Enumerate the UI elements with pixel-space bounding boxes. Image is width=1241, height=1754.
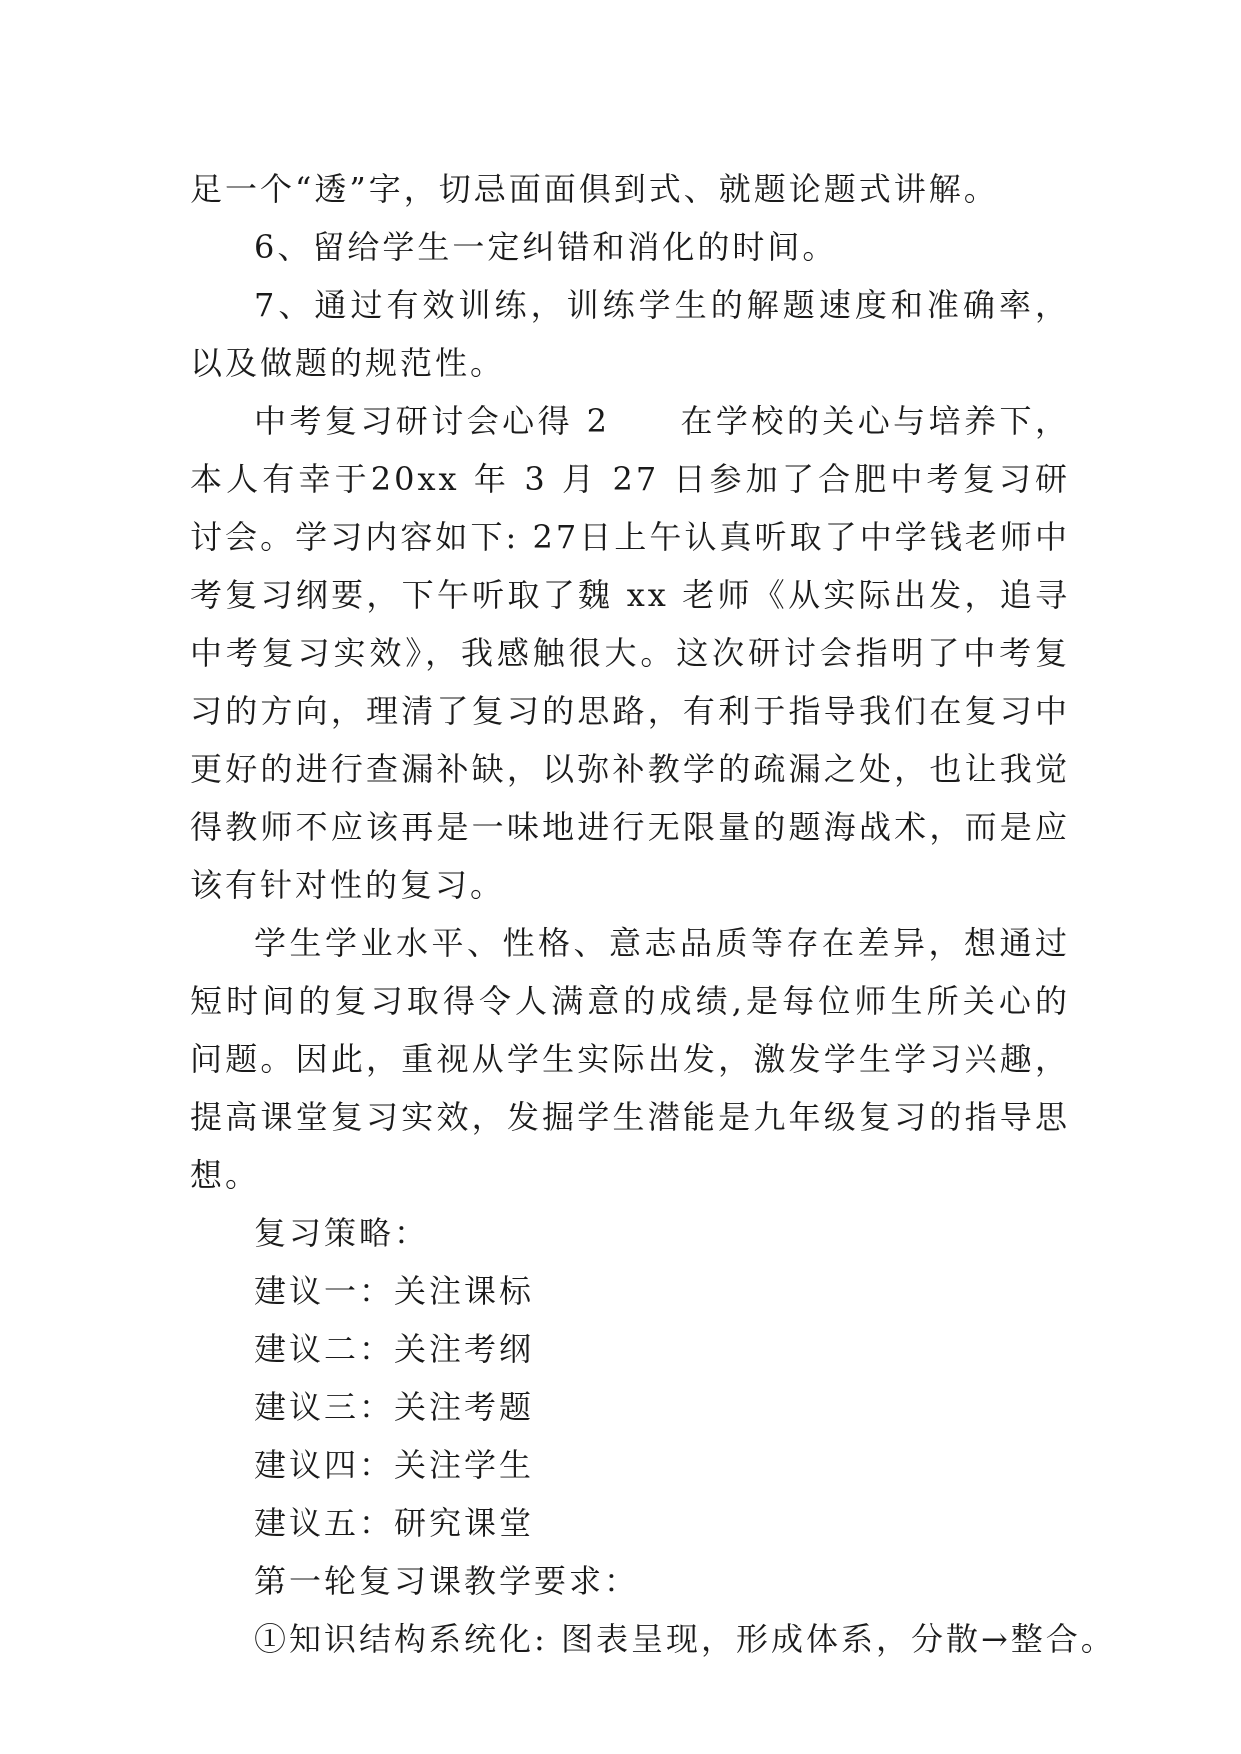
paragraph-point-6: 6、留给学生一定纠错和消化的时间。	[254, 228, 838, 266]
suggestion-item: 建议二：关注考纲	[254, 1330, 535, 1368]
paragraph-student-differences: 学生学业水平、性格、意志品质等存在差异，想通过短时间的复习取得令人满意的成绩,是每位师生所关心的问题。因此，重视从学生实际出发，激发学生学习兴趣，提高课堂复习实效，发掘学生潜能是九年级复习的指导思想。	[190, 924, 1070, 1194]
requirement-item-1: ①知识结构系统化: 图表呈现，形成体系，分散→整合。	[254, 1620, 1116, 1658]
first-round-title: 第一轮复习课教学要求：	[254, 1562, 640, 1600]
suggestion-item: 建议一：关注课标	[254, 1272, 535, 1310]
document-body	[190, 160, 1116, 1668]
strategy-title: 复习策略：	[254, 1214, 430, 1252]
paragraph-point-7: 7、通过有效训练，训练学生的解题速度和准确率，以及做题的规范性。	[190, 286, 1070, 382]
paragraph-reflection-2	[190, 392, 1070, 914]
paragraph-continuation: 足一个“透”字，切忌面面俱到式、就题论题式讲解。	[190, 170, 999, 208]
suggestion-item: 建议三：关注考题	[254, 1388, 535, 1426]
suggestion-item: 建议四：关注学生	[254, 1446, 535, 1484]
section-body: 在学校的关心与培养下，本人有幸于20xx 年 3 月 27 日参加了合肥中考复习研讨会。学习内容如下: 27日上午认真听取了中学钱老师中考复习纲要，下午听取了魏 xx 老师《从实际出发，追寻中考复习实效》，我感触很大。这次研讨会指明了中考复习的方向，理清了复习的思路，有利于指导我们在复习中更好的进行查漏补缺，以弥补教学的疏漏之处，也让我觉得教师不应该再是一味地进行无限量的题海战术，而是应该有针对性的复习。	[190, 402, 1070, 904]
section-heading: 中考复习研讨会心得 2	[254, 402, 611, 440]
suggestion-item: 建议五：研究课堂	[254, 1504, 535, 1542]
